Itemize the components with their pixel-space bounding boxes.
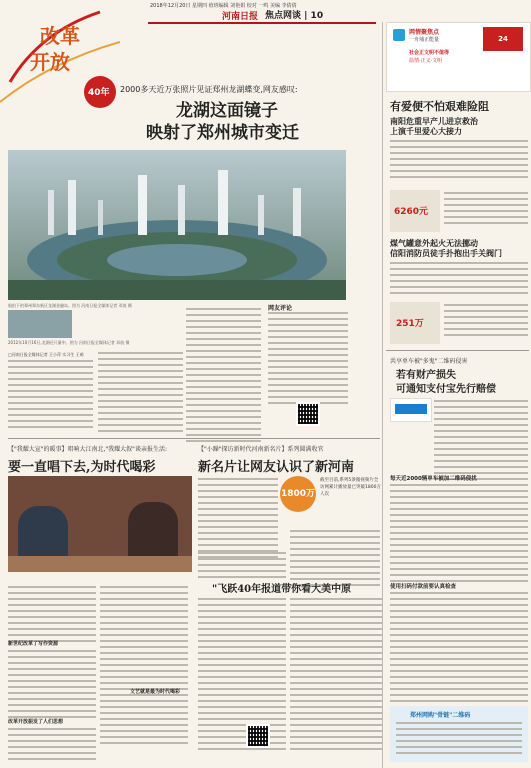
column-title-2: 可通知支付宝先行赔偿 [396, 384, 496, 395]
column-kicker: 共享单车被"多鬼"二维码侵害 [390, 358, 468, 365]
comments-list [268, 312, 348, 408]
mid-left-body-2 [8, 650, 96, 722]
channel-logo-icon: 24 [483, 27, 523, 51]
lead-body-col-2 [98, 352, 183, 436]
money-note-2 [444, 304, 528, 340]
hot-tags: 社会正文明不值得 [409, 50, 450, 56]
hot-sub: 一舟埔正能量 [409, 37, 440, 43]
column-body-2 [390, 484, 528, 586]
lead-kicker: 2000多天近万张照片见证郑州龙湖蝶变,网友感叹: [120, 85, 298, 94]
mid-left-body-3 [8, 728, 96, 764]
column-sub-1: 每天近2000辆单车被加二维码侵扰 [390, 476, 477, 482]
money-1: 6260元 [394, 207, 429, 217]
mid-left-sub-1: 新世纪改革了写作资源 [8, 641, 59, 647]
mid-left-kicker: 【"我耀大宣"的暖事】唱响大江南北,"我耀大叙"谈亲报生活: [8, 446, 167, 453]
column-body-1 [434, 400, 528, 484]
mid-left-sub-2: 改革开放振发了人们思想 [8, 719, 64, 725]
lead-small-photo-1 [8, 310, 72, 338]
column-divider [382, 22, 383, 768]
lead-body-col-1 [8, 360, 93, 432]
comment-label: 网友评论 [268, 305, 293, 312]
mid-right-body-5 [290, 598, 382, 754]
mid-right-body-1 [198, 478, 278, 562]
lead-author-line: □河南日报全媒体记者 王小萍 实习生 王萌 [8, 352, 84, 357]
mid-left-body-1 [8, 586, 96, 646]
tip-box [390, 706, 528, 762]
column-title-1: 若有财产损失 [396, 370, 456, 381]
mid-left-body-4 [100, 586, 188, 748]
mid-right-sub: 文艺就是最为时代喝彩 [130, 689, 181, 695]
hot-topic-icon [393, 29, 405, 41]
banner-text-1: 改革 [40, 24, 80, 48]
mid-right-title: 新名片让网友认识了新河南 [198, 460, 355, 475]
header-date-line: 2018年12月20日 星期四 值班编辑 刘艳娟 校对 一鸣 美编 李倩倩 [150, 3, 297, 9]
money-note-1 [444, 192, 528, 228]
mid-right-body-3 [198, 552, 286, 582]
right-sub-title-1: 南阳危重早产儿进京救治 [390, 117, 478, 126]
hot-tag2: 温情·正义·文明 [409, 58, 443, 64]
right-divider [386, 350, 529, 351]
paper-logo: 河南日报 [222, 12, 259, 22]
lead-photo-caption: 航拍下的郑州郑东新区龙湖金融岛。图为 河南日报全媒体记者 邓放 摄 [8, 303, 132, 308]
header-rule [148, 22, 376, 24]
right-headline: 有爱便不怕艰难险阻 [390, 100, 489, 113]
lead-aerial-photo [8, 150, 346, 300]
views-badge-note: 截至目前,系列5条微视频片全访网累计播放量已突破1800万人次 [320, 478, 381, 497]
lead-small-caption: 2012年10月16日,龙湖还尺量中。图为 河南日报全媒体记者 邓放 摄 [8, 340, 130, 345]
banner-years: 40年 [88, 88, 110, 98]
city-aerial-image [8, 150, 346, 300]
mid-divider [8, 438, 380, 439]
tip-body [396, 722, 522, 758]
tip-title: 郑州网购"骨链"二维码 [410, 712, 471, 719]
hot-label: 网情聚焦点 [409, 29, 440, 36]
anniversary-banner [0, 2, 120, 112]
hot-topics-box [386, 22, 531, 92]
column-body-3 [390, 592, 528, 712]
mid-right-title-2: "飞跃40年报道带你看大美中原 [212, 584, 352, 595]
mid-right-body-4 [198, 598, 286, 754]
mid-right-kicker: 【"小躁"探访新时代河南新名片】系列圆满收官 [198, 446, 324, 453]
lead-body-col-3 [186, 308, 261, 446]
money-2: 251万 [396, 319, 424, 329]
right-story-1-body [390, 140, 528, 182]
right-sub-title-2: 上演千里爱心大接力 [390, 127, 462, 136]
money-box-1 [390, 190, 440, 232]
views-badge: 1800万 [280, 476, 316, 512]
money-box-2 [390, 302, 440, 344]
column-sub-2: 使用扫码付款前要认真检查 [390, 584, 457, 590]
lead-title-line1: 龙湖这面镜子 [176, 101, 278, 121]
lead-title-line2: 映射了郑州城市变迁 [146, 123, 299, 143]
section-title: 焦点网谈 | 10 [265, 11, 324, 21]
banner-text-2: 开放 [30, 50, 70, 74]
right-sub-title-4: 信阳消防员徒手扑抱出手关阀门 [390, 249, 502, 258]
right-sub-title-3: 煤气罐意外起火无法挪动 [390, 239, 478, 248]
qr-code-2-icon [246, 724, 270, 748]
qr-code-icon [296, 402, 320, 426]
mid-left-title: 要一直唱下去,为时代喝彩 [8, 460, 156, 475]
interview-photo [8, 476, 192, 572]
right-story-2-body [390, 262, 528, 298]
alipay-logo-icon [390, 398, 432, 422]
